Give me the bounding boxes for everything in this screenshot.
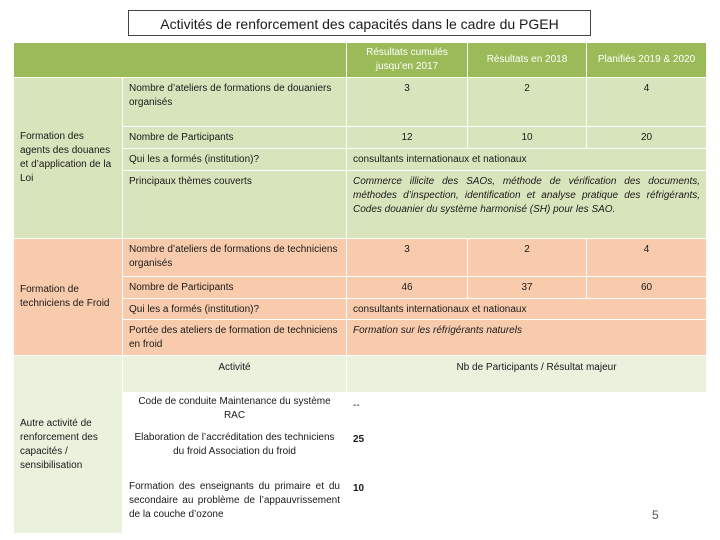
header-blank (14, 43, 346, 77)
section2-label-text: Formation de techniciens de Froid (20, 284, 110, 309)
section1-row1-v2: 2 (468, 78, 586, 126)
section1-trainer-label: Qui les a formés (institution)? (123, 149, 346, 170)
header-2018-label: Résultats en 2018 (486, 54, 568, 65)
section3-label (14, 356, 122, 533)
section2-row2-label: Nombre de Participants (123, 277, 346, 298)
header-cumulative-label: Résultats cumulés jusqu’en 2017 (366, 47, 448, 72)
section3-col-activity: Activité (123, 356, 346, 392)
section1-row1-v1: 3 (347, 78, 467, 126)
section1-row2-v1: 12 (347, 127, 467, 148)
section1-row1-label: Nombre d’ateliers de formations de douaniers organisés (123, 78, 346, 126)
page-number: 5 (652, 508, 659, 522)
section1-row2-v3: 20 (587, 127, 706, 148)
section3-row1-result: -- (347, 393, 706, 428)
slide-title: Activités de renforcement des capacités dans le cadre du PGEH (128, 10, 591, 36)
section3-row3-result: 10 (347, 478, 706, 533)
section3-row1-activity: Code de conduite Maintenance du système RAC (123, 393, 346, 428)
header-planned (587, 43, 706, 77)
section2-row2-v1: 46 (347, 277, 467, 298)
section1-themes-label: Principaux thèmes couverts (123, 171, 346, 238)
section2-scope-value: Formation sur les réfrigérants naturels (347, 320, 706, 355)
section1-row2-v2: 10 (468, 127, 586, 148)
section2-row2-v2: 37 (468, 277, 586, 298)
section3-row2-activity: Elaboration de l’accréditation des techniciens du froid Association du froid (123, 429, 346, 477)
section1-row1-v3: 4 (587, 78, 706, 126)
header-2018 (468, 43, 586, 77)
section1-row2-label: Nombre de Participants (123, 127, 346, 148)
section1-label (14, 78, 122, 238)
section2-trainer-value: consultants internationaux et nationaux (347, 299, 706, 319)
section2-row2-v3: 60 (587, 277, 706, 298)
section2-row1-label: Nombre d’ateliers de formations de techniciens organisés (123, 239, 346, 276)
section2-row1-v3: 4 (587, 239, 706, 276)
section2-scope-label: Portée des ateliers de formation de techniciens en froid (123, 320, 346, 355)
section3-row3-activity: Formation des enseignants du primaire et du secondaire au problème de l’appauvrissement de la couche d’ozone (123, 478, 346, 533)
section3-label-text: Autre activité de renforcement des capacités / sensibilisation (20, 417, 98, 471)
section3-row2-result: 25 (347, 429, 706, 477)
section2-row1-v1: 3 (347, 239, 467, 276)
section2-label (14, 239, 122, 355)
header-cumulative (347, 43, 467, 77)
section2-trainer-label: Qui les a formés (institution)? (123, 299, 346, 319)
section1-label-text: Formation des agents des douanes et d’application de la Loi (20, 131, 112, 184)
section1-trainer-value: consultants internationaux et nationaux (347, 149, 706, 170)
header-planned-label: Planifiés 2019 & 2020 (597, 54, 696, 65)
section2-row1-v2: 2 (468, 239, 586, 276)
section1-themes-value: Commerce illicite des SAOs, méthode de vérification des documents, méthodes d’inspection, identification et analyse pratique des réfrigérants, Codes douanier du système harmonisé (SH) pour les SAO. (347, 171, 706, 238)
section3-col-result: Nb de Participants / Résultat majeur (347, 356, 706, 392)
capacity-building-table (14, 43, 706, 533)
